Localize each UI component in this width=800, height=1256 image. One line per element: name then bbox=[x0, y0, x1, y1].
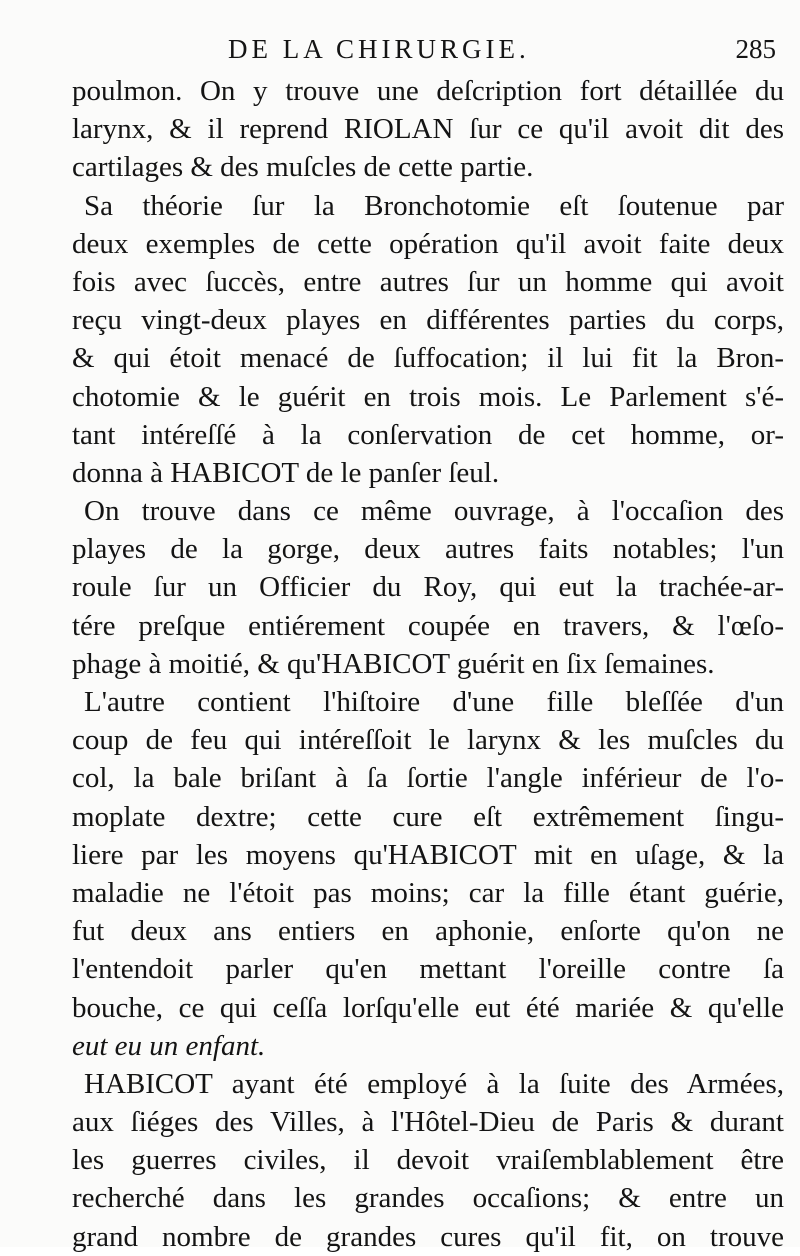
text-line: coup de feu qui intéreſſoit le larynx & les muſcles du bbox=[72, 724, 784, 757]
text-line: col, la bale briſant à ſa ſortie l'angle inférieur de l'o- bbox=[72, 762, 784, 795]
text-line: reçu vingt-deux playes en différentes parties du corps, bbox=[72, 304, 784, 337]
text-line: eut eu un enfant. bbox=[72, 1029, 266, 1062]
text-line: tére preſque entiérement coupée en travers, & l'œſo- bbox=[72, 609, 784, 642]
text-line: moplate dextre; cette cure eſt extrêmement ſingu- bbox=[72, 800, 784, 833]
text-line: l'entendoit parler qu'en mettant l'oreille contre ſa bbox=[72, 953, 784, 986]
text-line: playes de la gorge, deux autres faits notables; l'un bbox=[72, 533, 784, 566]
text-line: les guerres civiles, il devoit vraiſemblablement être bbox=[72, 1144, 784, 1177]
text-line: grand nombre de grandes cures qu'il fit, on trouve bbox=[72, 1220, 784, 1253]
text-line: bouche, ce qui ceſſa lorſqu'elle eut été mariée & qu'elle bbox=[72, 991, 784, 1024]
text-line: poulmon. On y trouve une deſcription fort détaillée du bbox=[72, 75, 784, 107]
text-line: HABICOT ayant été employé à la ſuite des Armées, bbox=[84, 1067, 784, 1100]
text-line: & qui étoit menacé de ſuffocation; il lui fit la Bron- bbox=[72, 342, 784, 375]
text-line: fut deux ans entiers en aphonie, enſorte qu'on ne bbox=[72, 915, 784, 948]
text-line: roule ſur un Officier du Roy, qui eut la trachée-ar- bbox=[72, 571, 784, 604]
body-text bbox=[72, 72, 784, 1256]
text-line: deux exemples de cette opération qu'il avoit faite deux bbox=[72, 227, 784, 260]
text-line: cartilages & des muſcles de cette partie. bbox=[72, 151, 534, 184]
text-line: donna à HABICOT de le panſer ſeul. bbox=[72, 456, 500, 489]
text-line: chotomie & le guérit en trois mois. Le Parlement s'é- bbox=[72, 380, 784, 413]
page-number: 285 bbox=[735, 34, 776, 64]
text-line: liere par les moyens qu'HABICOT mit en uſage, & la bbox=[72, 838, 784, 871]
text-line: On trouve dans ce même ouvrage, à l'occaſion des bbox=[84, 495, 784, 528]
text-line: recherché dans les grandes occaſions; & entre un bbox=[72, 1182, 784, 1215]
running-title: DE LA CHIRURGIE. bbox=[228, 34, 530, 64]
text-line: fois avec ſuccès, entre autres ſur un homme qui avoit bbox=[72, 265, 784, 298]
text-line: maladie ne l'étoit pas moins; car la fille étant guérie, bbox=[72, 876, 784, 909]
text-line: Sa théorie ſur la Bronchotomie eſt ſoutenue par bbox=[84, 189, 784, 222]
text-line: tant intéreſſé à la conſervation de cet homme, or- bbox=[72, 418, 784, 451]
text-line: phage à moitié, & qu'HABICOT guérit en ſix ſemaines. bbox=[72, 647, 715, 680]
text-line: L'autre contient l'hiſtoire d'une fille bleſſée d'un bbox=[84, 686, 784, 718]
text-line: aux ſiéges des Villes, à l'Hôtel-Dieu de Paris & durant bbox=[72, 1106, 784, 1139]
page-header bbox=[0, 28, 800, 68]
text-line: larynx, & il reprend RIOLAN ſur ce qu'il avoit dit des bbox=[72, 113, 784, 146]
